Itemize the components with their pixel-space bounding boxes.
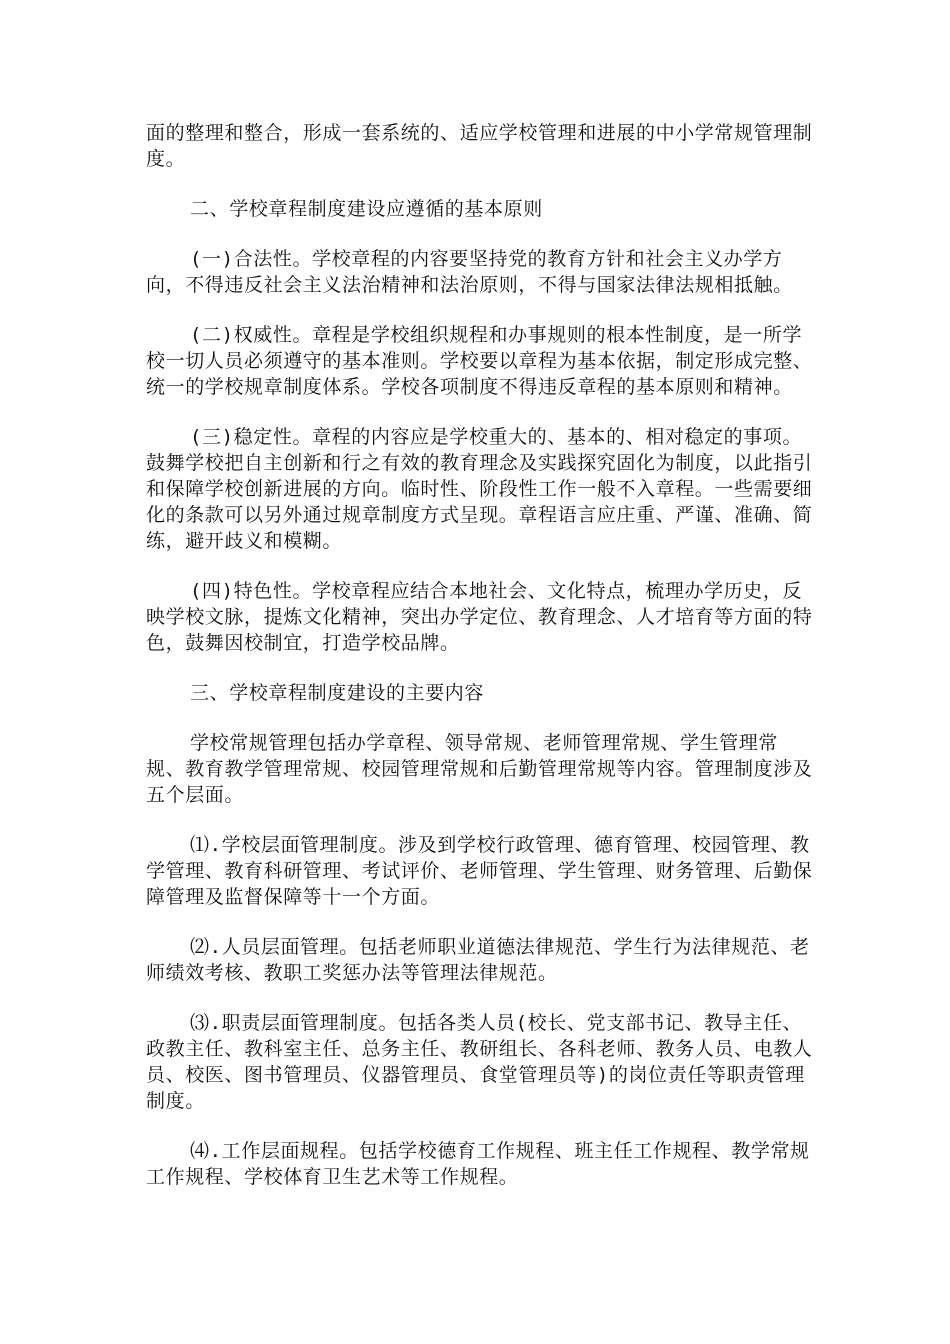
paragraph-duty-level: ⑶.职责层面管理制度。包括各类人员(校长、党支部书记、教导主任、政教主任、教科室主任、总务主任、教研组长、各科老师、教务人员、电教人员、校医、图书管理员、仪器管理员、食堂管理员等)的岗位责任等职责管理制度。	[146, 1012, 813, 1112]
paragraph-work-level: ⑷.工作层面规程。包括学校德育工作规程、班主任工作规程、教学常规工作规程、学校体育卫生艺术等工作规程。	[146, 1140, 810, 1188]
paragraph-routine-management: 学校常规管理包括办学章程、领导常规、老师管理常规、学生管理常规、教育教学管理常规、校园管理常规和后勤管理常规等内容。管理制度涉及五个层面。	[146, 732, 813, 806]
paragraph-school-level: ⑴.学校层面管理制度。涉及到学校行政管理、德育管理、校园管理、教学管理、教育科研管理、考试评价、老师管理、学生管理、财务管理、后勤保障管理及监督保障等十一个方面。	[146, 834, 813, 908]
paragraph-authority: (二)权威性。章程是学校组织规程和办事规则的根本性制度，是一所学校一切人员必须遵守的基本准则。学校要以章程为基本依据，制定形成完整、统一的学校规章制度体系。学校各项制度不得违反章程的基本原则和精神。	[146, 324, 813, 398]
paragraph-legality: (一)合法性。学校章程的内容要坚持党的教育方针和社会主义办学方向，不得违反社会主义法治精神和法治原则，不得与国家法律法规相抵触。	[146, 248, 793, 296]
paragraph-characteristics: (四)特色性。学校章程应结合本地社会、文化特点，梳理办学历史，反映学校文脉，提炼文化精神，突出办学定位、教育理念、人才培育等方面的特色，鼓舞因校制宜，打造学校品牌。	[146, 580, 813, 654]
paragraph-continuation: 面的整理和整合，形成一套系统的、适应学校管理和进展的中小学常规管理制度。	[146, 122, 813, 170]
section-heading-principles: 二、学校章程制度建设应遵循的基本原则	[190, 198, 543, 220]
paragraph-personnel-level: ⑵.人员层面管理。包括老师职业道德法律规范、学生行为法律规范、老师绩效考核、教职工奖惩办法等管理法律规范。	[146, 936, 810, 984]
document-body	[146, 120, 816, 1214]
section-heading-main-content: 三、学校章程制度建设的主要内容	[190, 682, 485, 704]
paragraph-stability: (三)稳定性。章程的内容应是学校重大的、基本的、相对稳定的事项。鼓舞学校把自主创新和行之有效的教育理念及实践探究固化为制度，以此指引和保障学校创新进展的方向。临时性、阶段性工作一般不入章程。一些需要细化的条款可以另外通过规章制度方式呈现。章程语言应庄重、严谨、准确、简练，避开歧义和模糊。	[146, 426, 813, 552]
